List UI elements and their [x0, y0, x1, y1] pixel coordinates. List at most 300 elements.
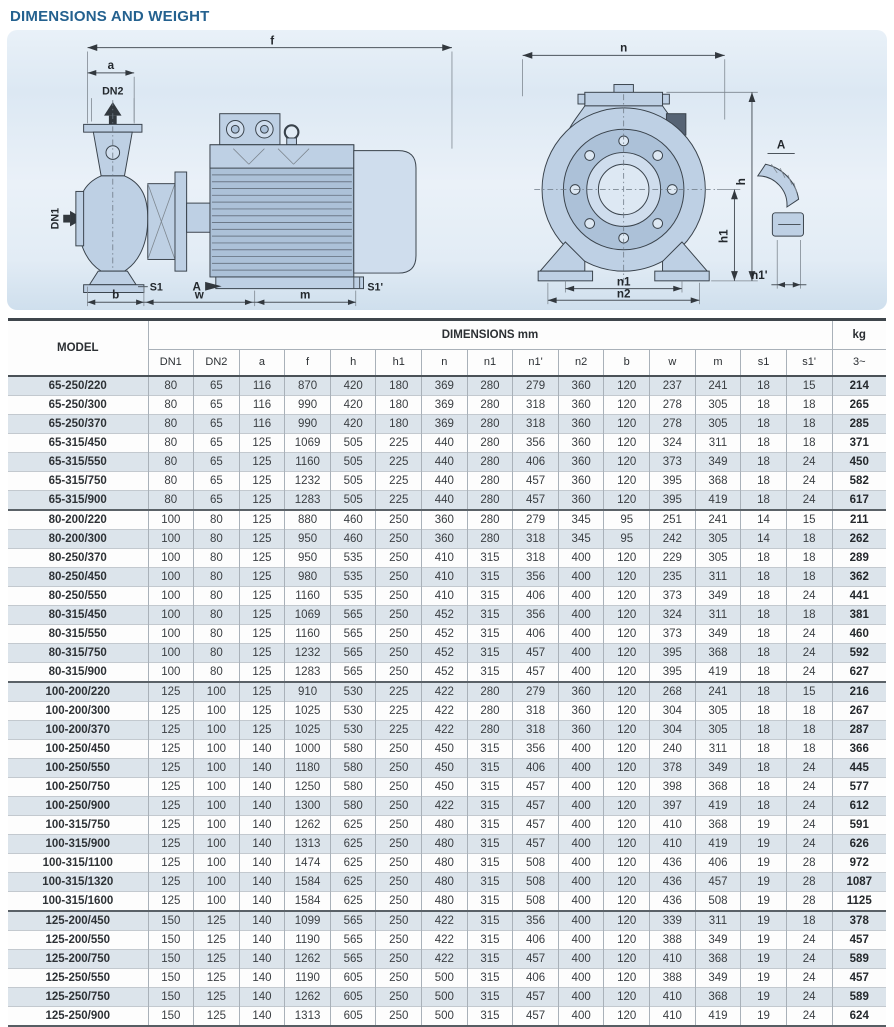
dimension-cell: 125	[239, 720, 285, 739]
dimension-cell: 80	[148, 414, 194, 433]
dimension-cell: 120	[604, 891, 650, 911]
dimension-cell: 18	[786, 548, 832, 567]
dimension-cell: 280	[467, 510, 513, 530]
dimension-cell: 242	[650, 529, 696, 548]
dimension-cell: 65	[194, 376, 240, 396]
dimension-cell: 18	[786, 911, 832, 931]
dimension-cell: 18	[741, 796, 787, 815]
dimension-cell: 180	[376, 414, 422, 433]
dimension-cell: 120	[604, 815, 650, 834]
model-cell: 100-200/370	[8, 720, 148, 739]
dimension-cell: 315	[467, 605, 513, 624]
dimension-cell: 990	[285, 395, 331, 414]
dimension-cell: 80	[194, 624, 240, 643]
dimension-cell: 625	[330, 853, 376, 872]
dimension-cell: 125	[239, 452, 285, 471]
dimension-cell: 373	[650, 586, 696, 605]
dimension-cell: 14	[741, 510, 787, 530]
dimension-cell: 400	[558, 796, 604, 815]
dimension-cell: 18	[741, 624, 787, 643]
model-cell: 80-315/750	[8, 643, 148, 662]
dimension-cell: 180	[376, 376, 422, 396]
model-cell: 65-315/450	[8, 433, 148, 452]
table-row	[8, 490, 886, 510]
dimension-cell: 508	[513, 853, 559, 872]
dimension-cell: 278	[650, 395, 696, 414]
weight-cell: 267	[832, 701, 886, 720]
dimension-cell: 24	[786, 643, 832, 662]
dimension-cell: 530	[330, 720, 376, 739]
dimension-cell: 369	[422, 395, 468, 414]
dimension-cell: 950	[285, 529, 331, 548]
dimension-cell: 315	[467, 662, 513, 682]
dimension-cell: 311	[695, 739, 741, 758]
dim-label-a: a	[107, 58, 115, 72]
dimension-cell: 125	[239, 605, 285, 624]
dimension-cell: 18	[741, 682, 787, 702]
dimension-cell: 360	[558, 471, 604, 490]
model-cell: 100-200/300	[8, 701, 148, 720]
dimension-cell: 880	[285, 510, 331, 530]
dimension-cell: 1262	[285, 815, 331, 834]
column-header: s1	[741, 350, 787, 376]
table-row	[8, 1006, 886, 1026]
dimension-cell: 65	[194, 433, 240, 452]
column-header: a	[239, 350, 285, 376]
dimension-cell: 318	[513, 395, 559, 414]
dimension-cell: 1069	[285, 605, 331, 624]
column-header: m	[695, 350, 741, 376]
dimension-cell: 100	[148, 510, 194, 530]
model-cell: 80-315/450	[8, 605, 148, 624]
model-cell: 100-250/900	[8, 796, 148, 815]
dimension-cell: 280	[467, 682, 513, 702]
dimension-cell: 100	[148, 548, 194, 567]
dimension-cell: 400	[558, 891, 604, 911]
dimension-cell: 100	[194, 834, 240, 853]
dimension-cell: 24	[786, 624, 832, 643]
model-cell: 125-250/550	[8, 968, 148, 987]
weight-cell: 378	[832, 911, 886, 931]
dimension-cell: 400	[558, 567, 604, 586]
dim-label-n: n	[620, 41, 628, 55]
dimension-cell: 250	[376, 605, 422, 624]
table-row	[8, 758, 886, 777]
dimension-cell: 225	[376, 490, 422, 510]
dimension-cell: 360	[558, 682, 604, 702]
dimension-cell: 315	[467, 949, 513, 968]
dimension-cell: 410	[650, 1006, 696, 1026]
dimension-cell: 368	[695, 949, 741, 968]
dimension-cell: 18	[786, 701, 832, 720]
table-row	[8, 567, 886, 586]
dimension-cell: 422	[422, 911, 468, 931]
dimension-cell: 100	[194, 758, 240, 777]
model-cell: 125-200/550	[8, 930, 148, 949]
dimension-cell: 140	[239, 853, 285, 872]
dimension-cell: 116	[239, 414, 285, 433]
dimension-cell: 422	[422, 720, 468, 739]
table-row	[8, 739, 886, 758]
weight-cell: 441	[832, 586, 886, 605]
dimension-cell: 125	[239, 662, 285, 682]
dimension-cell: 120	[604, 586, 650, 605]
dimension-cell: 1099	[285, 911, 331, 931]
dimension-cell: 304	[650, 720, 696, 739]
dimension-cell: 250	[376, 529, 422, 548]
dimension-cell: 24	[786, 815, 832, 834]
weight-cell: 577	[832, 777, 886, 796]
dimension-cell: 18	[786, 395, 832, 414]
dimension-cell: 140	[239, 739, 285, 758]
table-row	[8, 911, 886, 931]
dimension-cell: 19	[741, 891, 787, 911]
dimension-cell: 120	[604, 567, 650, 586]
dimension-cell: 318	[513, 701, 559, 720]
dimension-cell: 565	[330, 662, 376, 682]
dimension-cell: 18	[786, 567, 832, 586]
dimension-cell: 18	[786, 605, 832, 624]
dimension-cell: 368	[695, 643, 741, 662]
table-row	[8, 376, 886, 396]
dimension-cell: 500	[422, 987, 468, 1006]
dimension-cell: 457	[513, 815, 559, 834]
dimension-cell: 580	[330, 777, 376, 796]
dimension-cell: 440	[422, 471, 468, 490]
dimension-cell: 250	[376, 643, 422, 662]
dimension-cell: 400	[558, 949, 604, 968]
dimension-cell: 24	[786, 834, 832, 853]
dimension-cell: 311	[695, 433, 741, 452]
dimension-cell: 1232	[285, 643, 331, 662]
dimension-cell: 100	[148, 662, 194, 682]
weight-cell: 216	[832, 682, 886, 702]
weight-cell: 1125	[832, 891, 886, 911]
dimension-cell: 315	[467, 586, 513, 605]
dimension-cell: 1283	[285, 662, 331, 682]
dimension-cell: 116	[239, 395, 285, 414]
table-row	[8, 471, 886, 490]
dimension-cell: 369	[422, 376, 468, 396]
dimension-cell: 304	[650, 701, 696, 720]
dimension-cell: 508	[695, 891, 741, 911]
dimension-cell: 457	[513, 987, 559, 1006]
dimension-cell: 80	[148, 490, 194, 510]
dimension-cell: 24	[786, 968, 832, 987]
table-row	[8, 605, 886, 624]
dimension-cell: 315	[467, 739, 513, 758]
dimension-cell: 24	[786, 490, 832, 510]
dimension-cell: 436	[650, 891, 696, 911]
model-cell: 65-250/220	[8, 376, 148, 396]
dimension-cell: 65	[194, 414, 240, 433]
dimension-cell: 400	[558, 777, 604, 796]
dim-label-h1: h1	[717, 229, 731, 243]
dimension-cell: 250	[376, 586, 422, 605]
dimension-cell: 406	[695, 853, 741, 872]
dimension-cell: 250	[376, 949, 422, 968]
dimension-cell: 500	[422, 968, 468, 987]
dimension-cell: 410	[422, 586, 468, 605]
dimension-cell: 422	[422, 930, 468, 949]
weight-cell: 592	[832, 643, 886, 662]
dimension-cell: 80	[194, 586, 240, 605]
table-row	[8, 987, 886, 1006]
dimension-cell: 311	[695, 911, 741, 931]
dimension-cell: 356	[513, 605, 559, 624]
dimension-cell: 400	[558, 911, 604, 931]
dimension-cell: 125	[239, 567, 285, 586]
dimension-cell: 605	[330, 987, 376, 1006]
dimension-cell: 1474	[285, 853, 331, 872]
dimension-cell: 373	[650, 452, 696, 471]
dimension-cell: 565	[330, 911, 376, 931]
dimension-cell: 1584	[285, 872, 331, 891]
dim-label-n1: n1	[616, 275, 631, 289]
dimension-cell: 18	[786, 414, 832, 433]
dimension-cell: 19	[741, 1006, 787, 1026]
dimension-cell: 125	[239, 548, 285, 567]
dimension-cell: 120	[604, 643, 650, 662]
dimension-cell: 80	[148, 471, 194, 490]
dimension-cell: 1190	[285, 968, 331, 987]
dimension-cell: 910	[285, 682, 331, 702]
weight-cell: 381	[832, 605, 886, 624]
model-cell: 80-315/900	[8, 662, 148, 682]
dimension-cell: 120	[604, 720, 650, 739]
dimension-cell: 15	[786, 510, 832, 530]
dimension-cell: 457	[513, 777, 559, 796]
table-row	[8, 452, 886, 471]
weight-cell: 450	[832, 452, 886, 471]
dimension-cell: 436	[650, 872, 696, 891]
dimension-cell: 120	[604, 376, 650, 396]
model-cell: 125-200/450	[8, 911, 148, 931]
model-cell: 65-315/900	[8, 490, 148, 510]
dimension-cell: 251	[650, 510, 696, 530]
dimension-cell: 250	[376, 987, 422, 1006]
dimension-cell: 395	[650, 471, 696, 490]
dimension-cell: 241	[695, 376, 741, 396]
dimension-cell: 15	[786, 376, 832, 396]
dimension-cell: 400	[558, 643, 604, 662]
dimension-cell: 225	[376, 720, 422, 739]
dimension-cell: 65	[194, 490, 240, 510]
dimension-cell: 565	[330, 643, 376, 662]
dimension-cell: 508	[513, 872, 559, 891]
dimension-cell: 100	[148, 624, 194, 643]
dimension-cell: 508	[513, 891, 559, 911]
weight-cell: 617	[832, 490, 886, 510]
weight-cell: 591	[832, 815, 886, 834]
dimension-cell: 125	[148, 720, 194, 739]
model-cell: 80-250/450	[8, 567, 148, 586]
detail-a-label: A	[776, 138, 786, 152]
dimension-cell: 505	[330, 490, 376, 510]
dimension-cell: 19	[741, 987, 787, 1006]
dimension-cell: 225	[376, 471, 422, 490]
dimension-cell: 950	[285, 548, 331, 567]
weight-cell: 289	[832, 548, 886, 567]
dimension-cell: 240	[650, 739, 696, 758]
dimension-cell: 28	[786, 891, 832, 911]
column-header: h1	[376, 350, 422, 376]
dimension-cell: 369	[422, 414, 468, 433]
dimension-cell: 19	[741, 815, 787, 834]
dimension-cell: 250	[376, 853, 422, 872]
dimension-cell: 19	[741, 930, 787, 949]
dimension-cell: 140	[239, 891, 285, 911]
dimension-cell: 150	[148, 968, 194, 987]
table-row	[8, 777, 886, 796]
dimension-cell: 18	[786, 529, 832, 548]
dimension-cell: 870	[285, 376, 331, 396]
dimension-cell: 450	[422, 758, 468, 777]
dimension-cell: 349	[695, 930, 741, 949]
dimension-cell: 406	[513, 586, 559, 605]
dimension-cell: 125	[239, 586, 285, 605]
model-cell: 80-250/550	[8, 586, 148, 605]
dimension-cell: 452	[422, 605, 468, 624]
dim-label-w: w	[194, 288, 204, 302]
dimension-cell: 360	[558, 452, 604, 471]
dimension-cell: 410	[650, 987, 696, 1006]
dimension-cell: 305	[695, 548, 741, 567]
model-cell: 100-200/220	[8, 682, 148, 702]
dimension-cell: 530	[330, 682, 376, 702]
dimension-cell: 406	[513, 624, 559, 643]
table-row	[8, 891, 886, 911]
dimension-cell: 356	[513, 739, 559, 758]
dimension-cell: 480	[422, 853, 468, 872]
weight-cell: 457	[832, 930, 886, 949]
dimension-cell: 279	[513, 682, 559, 702]
dimension-cell: 120	[604, 930, 650, 949]
dimension-cell: 315	[467, 624, 513, 643]
dimension-cell: 80	[148, 433, 194, 452]
dimension-cell: 305	[695, 414, 741, 433]
dimension-cell: 349	[695, 624, 741, 643]
model-cell: 80-200/300	[8, 529, 148, 548]
dimension-cell: 360	[558, 376, 604, 396]
column-header: n2	[558, 350, 604, 376]
dimension-cell: 1160	[285, 624, 331, 643]
dimension-cell: 356	[513, 567, 559, 586]
dimension-cell: 315	[467, 834, 513, 853]
dimension-cell: 305	[695, 720, 741, 739]
dimension-cell: 419	[695, 796, 741, 815]
dimension-cell: 457	[513, 1006, 559, 1026]
table-row	[8, 682, 886, 702]
column-header: h	[330, 350, 376, 376]
dimension-cell: 18	[741, 414, 787, 433]
dimension-cell: 250	[376, 510, 422, 530]
dimension-cell: 120	[604, 548, 650, 567]
dimension-cell: 1190	[285, 930, 331, 949]
dimension-cell: 305	[695, 701, 741, 720]
dimension-cell: 368	[695, 815, 741, 834]
model-cell: 100-250/750	[8, 777, 148, 796]
dim-label-n1p: n1'	[751, 268, 768, 282]
dimension-cell: 18	[741, 739, 787, 758]
dimension-cell: 120	[604, 433, 650, 452]
column-header: n1	[467, 350, 513, 376]
dimension-cell: 100	[148, 529, 194, 548]
dimension-cell: 150	[148, 1006, 194, 1026]
dimension-cell: 140	[239, 796, 285, 815]
dimension-cell: 125	[148, 777, 194, 796]
dimension-cell: 125	[239, 701, 285, 720]
dimension-cell: 422	[422, 949, 468, 968]
model-cell: 100-315/1100	[8, 853, 148, 872]
weight-cell: 214	[832, 376, 886, 396]
dimension-cell: 305	[695, 395, 741, 414]
model-column-header: MODEL	[8, 320, 148, 376]
dimension-cell: 80	[194, 567, 240, 586]
dimension-cell: 440	[422, 433, 468, 452]
dimension-cell: 237	[650, 376, 696, 396]
weight-cell: 457	[832, 968, 886, 987]
table-row	[8, 510, 886, 530]
dimension-cell: 280	[467, 720, 513, 739]
dimension-cell: 18	[741, 490, 787, 510]
model-cell: 100-250/550	[8, 758, 148, 777]
weight-cell: 624	[832, 1006, 886, 1026]
dimension-cell: 125	[239, 529, 285, 548]
dimension-cell: 18	[741, 777, 787, 796]
dimension-cell: 305	[695, 529, 741, 548]
dimension-cell: 100	[194, 739, 240, 758]
model-cell: 125-250/900	[8, 1006, 148, 1026]
table-row	[8, 815, 886, 834]
model-cell: 80-250/370	[8, 548, 148, 567]
dimension-cell: 140	[239, 815, 285, 834]
dimension-cell: 406	[513, 930, 559, 949]
dimension-cell: 120	[604, 758, 650, 777]
dimension-cell: 28	[786, 872, 832, 891]
dimension-cell: 315	[467, 872, 513, 891]
view-a-label: A	[192, 280, 201, 294]
weight-cell: 589	[832, 987, 886, 1006]
dimension-cell: 229	[650, 548, 696, 567]
model-cell: 80-200/220	[8, 510, 148, 530]
dimension-cell: 18	[741, 758, 787, 777]
dimension-cell: 457	[513, 949, 559, 968]
dimension-cell: 140	[239, 758, 285, 777]
dimension-cell: 24	[786, 987, 832, 1006]
dimension-cell: 565	[330, 949, 376, 968]
dimension-cell: 395	[650, 643, 696, 662]
dimension-cell: 400	[558, 815, 604, 834]
dimension-cell: 400	[558, 1006, 604, 1026]
dimension-cell: 120	[604, 911, 650, 931]
dimension-cell: 24	[786, 777, 832, 796]
dimension-cell: 1160	[285, 586, 331, 605]
column-header: n	[422, 350, 468, 376]
dimension-cell: 565	[330, 930, 376, 949]
dimension-cell: 280	[467, 414, 513, 433]
table-row	[8, 853, 886, 872]
dimension-cell: 80	[194, 510, 240, 530]
dimension-cell: 420	[330, 376, 376, 396]
dimension-cell: 250	[376, 930, 422, 949]
table-row	[8, 968, 886, 987]
dimension-cell: 1584	[285, 891, 331, 911]
dimension-cell: 450	[422, 777, 468, 796]
dimension-cell: 460	[330, 529, 376, 548]
dimension-cell: 422	[422, 701, 468, 720]
dimension-cell: 15	[786, 682, 832, 702]
